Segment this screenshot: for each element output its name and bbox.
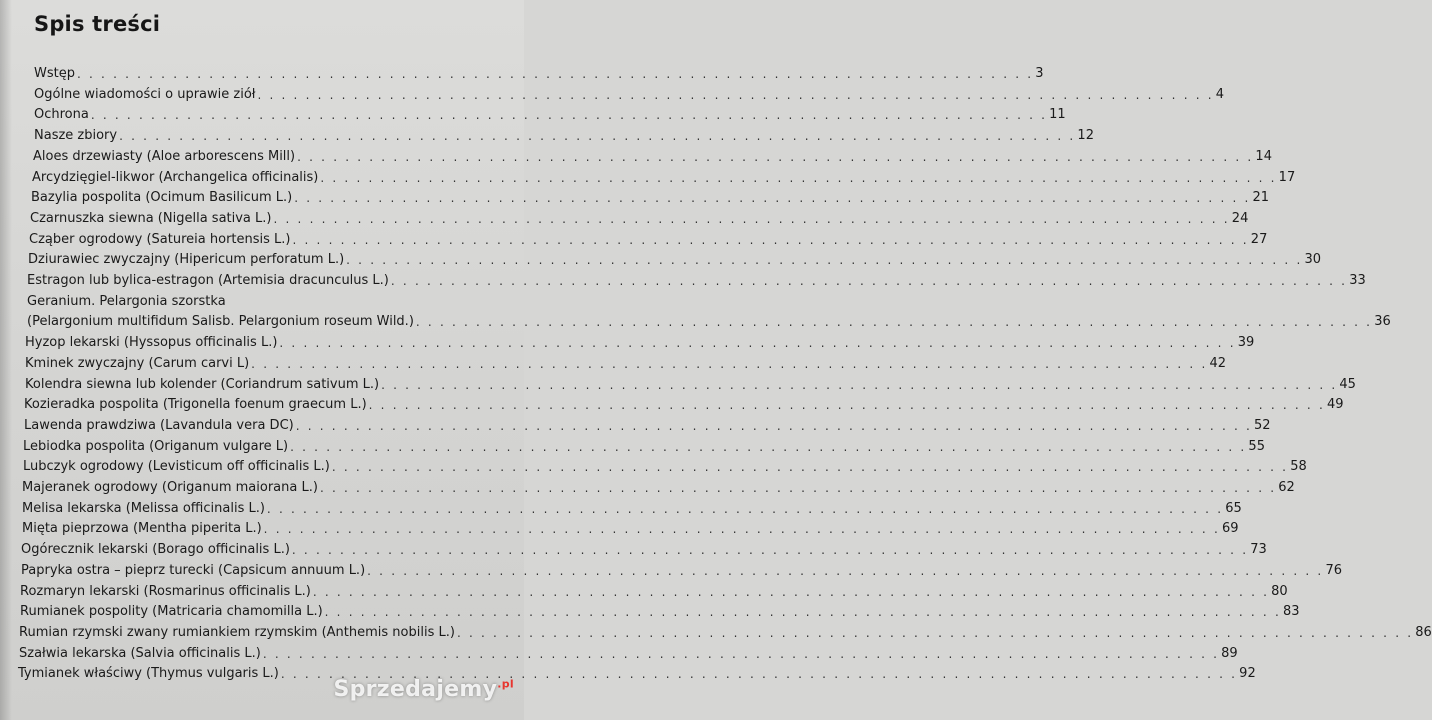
toc-entry-page: 4 xyxy=(1215,87,1225,102)
toc-entry xyxy=(34,103,1066,123)
toc-leader-dots: . . . . . . . . . . . . . . . . . . . . . . . . . . . . . . . . . . . . . . . . . . . . . . . . . . . . . . . . . . . . . . . . . . . . . . . . . . . . . . . . xyxy=(90,108,1048,122)
toc-leader-dots: . . . . . . . . . . . . . . . . . . . . . . . . . . . . . . . . . . . . . . . . . . . . . . . . . . . . . . . . . . . . . . . . . . . . . . . . . . . . . . . . xyxy=(290,440,1247,454)
toc-entry-page: 69 xyxy=(1221,521,1239,536)
toc-entry xyxy=(25,352,1227,372)
toc-entry-title: Arcydzięgiel-likwor (Archangelica officinalis) xyxy=(32,170,319,185)
toc-leader-dots: . . . . . . . . . . . . . . . . . . . . . . . . . . . . . . . . . . . . . . . . . . . . . . . . . . . . . . . . . . . . . . . . . . . . . . . . . . . . . . . . xyxy=(291,543,1249,557)
toc-entry xyxy=(19,621,1432,641)
toc-entry-title: Kminek zwyczajny (Carum carvi L) xyxy=(25,356,250,371)
toc-entry-title: Rozmaryn lekarski (Rosmarinus officinalis L.) xyxy=(20,584,311,599)
toc-leader-dots: . . . . . . . . . . . . . . . . . . . . . . . . . . . . . . . . . . . . . . . . . . . . . . . . . . . . . . . . . . . . . . . . . . . . . . . . . . . . . . . . xyxy=(292,233,1249,247)
toc-entry xyxy=(24,414,1271,434)
toc-entry-title: Wstęp xyxy=(34,66,75,81)
toc-entry-page: 14 xyxy=(1255,149,1272,164)
toc-entry-page: 21 xyxy=(1252,190,1270,205)
watermark-suffix: .pl xyxy=(497,677,514,691)
toc-entry-title: Kolendra siewna lub kolender (Coriandrum sativum L.) xyxy=(25,377,380,392)
toc-leader-dots: . . . . . . . . . . . . . . . . . . . . . . . . . . . . . . . . . . . . . . . . . . . . . . . . . . . . . . . . . . . . . . . . . . . . . . . . . . . . . . . . xyxy=(346,253,1303,267)
toc-entry-page: 42 xyxy=(1209,356,1227,371)
toc-entry-title: Estragon lub bylica-estragon (Artemisia dracunculus L.) xyxy=(27,273,389,288)
toc-entry-page: 92 xyxy=(1239,666,1256,681)
toc-entry xyxy=(34,62,1044,82)
toc-entry xyxy=(28,248,1322,268)
toc-entry-title: Tymianek właściwy (Thymus vulgaris L.) xyxy=(18,666,279,681)
toc-leader-dots: . . . . . . . . . . . . . . . . . . . . . . . . . . . . . . . . . . . . . . . . . . . . . . . . . . . . . . . . . . . . . . . . . . . . . . . . . . . . . . . . xyxy=(263,522,1220,536)
toc-leader-dots: . . . . . . . . . . . . . . . . . . . . . . . . . . . . . . . . . . . . . . . . . . . . . . . . . . . . . . . . . . . . . . . . . . . . . . . . . . . . . . . . xyxy=(368,398,1325,412)
toc-leader-dots: . . . . . . . . . . . . . . . . . . . . . . . . . . . . . . . . . . . . . . . . . . . . . . . . . . . . . . . . . . . . . . . . . . . . . . . . . . . . . . . . xyxy=(456,626,1414,640)
toc-entry xyxy=(23,435,1265,455)
toc-entry-page: 36 xyxy=(1374,314,1391,329)
toc-entry-title: Cząber ogrodowy (Satureia hortensis L.) xyxy=(29,232,291,247)
toc-leader-dots: . . . . . . . . . . . . . . . . . . . . . . . . . . . . . . . . . . . . . . . . . . . . . . . . . . . . . . . . . . . . . . . . . . . . . . . . . . . . . . . . xyxy=(295,419,1253,433)
toc-entry xyxy=(27,290,226,310)
toc-entry-page: 65 xyxy=(1225,501,1242,516)
toc-leader-dots: . . . . . . . . . . . . . . . . . . . . . . . . . . . . . . . . . . . . . . . . . . . . . . . . . . . . . . . . . . . . . . . . . . . . . . . . . . . . . . . . xyxy=(367,564,1324,578)
toc-entry xyxy=(27,310,1391,330)
toc-leader-dots: . . . . . . . . . . . . . . . . . . . . . . . . . . . . . . . . . . . . . . . . . . . . . . . . . . . . . . . . . . . . . . . . . . . . . . . . . . . . . . . . xyxy=(266,502,1224,516)
toc-entry-title: Rumianek pospolity (Matricaria chamomilla L.) xyxy=(20,604,323,619)
toc-leader-dots: . . . . . . . . . . . . . . . . . . . . . . . . . . . . . . . . . . . . . . . . . . . . . . . . . . . . . . . . . . . . . . . . . . . . . . . . . . . . . . . . xyxy=(280,667,1238,681)
toc-entry-title: (Pelargonium multifidum Salisb. Pelargonium roseum Wild.) xyxy=(27,314,414,329)
toc-entry-page: 76 xyxy=(1325,563,1342,578)
toc-entry-title: Ochrona xyxy=(34,107,89,122)
toc-leader-dots: . . . . . . . . . . . . . . . . . . . . . . . . . . . . . . . . . . . . . . . . . . . . . . . . . . . . . . . . . . . . . . . . . . . . . . . . . . . . . . . . xyxy=(76,67,1034,81)
toc-entry xyxy=(20,580,1288,600)
toc-leader-dots: . . . . . . . . . . . . . . . . . . . . . . . . . . . . . . . . . . . . . . . . . . . . . . . . . . . . . . . . . . . . . . . . . . . . . . . . . . . . . . . . xyxy=(294,191,1251,205)
toc-entry-page: 62 xyxy=(1278,480,1295,495)
toc-entry-title: Lawenda prawdziwa (Lavandula vera DC) xyxy=(24,418,294,433)
toc-entry-page: 73 xyxy=(1250,542,1267,557)
toc-entry-title: Lebiodka pospolita (Origanum vulgare L) xyxy=(23,439,289,454)
toc-entry-title: Szałwia lekarska (Salvia officinalis L.) xyxy=(19,646,261,661)
toc-entry-title: Dziurawiec zwyczajny (Hipericum perforatum L.) xyxy=(28,252,345,267)
toc-entry-title: Nasze zbiory xyxy=(34,128,118,143)
toc-leader-dots: . . . . . . . . . . . . . . . . . . . . . . . . . . . . . . . . . . . . . . . . . . . . . . . . . . . . . . . . . . . . . . . . . . . . . . . . . . . . . . . . xyxy=(381,378,1338,392)
toc-entry xyxy=(22,517,1239,537)
toc-leader-dots: . . . . . . . . . . . . . . . . . . . . . . . . . . . . . . . . . . . . . . . . . . . . . . . . . . . . . . . . . . . . . . . . . . . . . . . . . . . . . . . . xyxy=(297,150,1254,164)
toc-entry xyxy=(24,393,1344,413)
toc-entry-page: 12 xyxy=(1077,128,1094,143)
toc-entry-page: 80 xyxy=(1271,584,1288,599)
toc-leader-dots: . . . . . . . . . . . . . . . . . . . . . . . . . . . . . . . . . . . . . . . . . . . . . . . . . . . . . . . . . . . . . . . . . . . . . . . . . . . . . . . . xyxy=(319,481,1277,495)
toc-entry-page: 49 xyxy=(1326,397,1344,412)
toc-entry-page: 24 xyxy=(1231,211,1249,226)
toc-entry xyxy=(30,207,1249,227)
toc-leader-dots: . . . . . . . . . . . . . . . . . . . . . . . . . . . . . . . . . . . . . . . . . . . . . . . . . . . . . . . . . . . . . . . . . . . . . . . . . . . . . . . . xyxy=(279,336,1236,350)
toc-entry-title: Kozieradka pospolita (Trigonella foenum graecum L.) xyxy=(24,397,367,412)
toc-entry-page: 30 xyxy=(1304,252,1322,267)
toc-entry-title: Lubczyk ogrodowy (Levisticum off officinalis L.) xyxy=(23,459,330,474)
toc-entry xyxy=(33,145,1272,165)
toc-entry xyxy=(25,373,1356,393)
toc-entry-title: Majeranek ogrodowy (Origanum maiorana L.) xyxy=(22,480,318,495)
toc-entry xyxy=(31,186,1270,206)
toc-leader-dots: . . . . . . . . . . . . . . . . . . . . . . . . . . . . . . . . . . . . . . . . . . . . . . . . . . . . . . . . . . . . . . . . . . . . . . . . . . . . . . . . xyxy=(324,605,1281,619)
toc-leader-dots: . . . . . . . . . . . . . . . . . . . . . . . . . . . . . . . . . . . . . . . . . . . . . . . . . . . . . . . . . . . . . . . . . . . . . . . . . . . . . . . . xyxy=(390,274,1348,288)
toc-entry-title: Hyzop lekarski (Hyssopus officinalis L.) xyxy=(25,335,278,350)
toc-entry-title: Mięta pieprzowa (Mentha piperita L.) xyxy=(22,521,262,536)
toc-entry-title: Bazylia pospolita (Ocimum Basilicum L.) xyxy=(31,190,293,205)
toc-entry-page: 39 xyxy=(1237,335,1255,350)
toc-entry-title: Ogórecznik lekarski (Borago officinalis L.) xyxy=(21,542,290,557)
toc-entry xyxy=(32,166,1296,186)
toc-leader-dots: . . . . . . . . . . . . . . . . . . . . . . . . . . . . . . . . . . . . . . . . . . . . . . . . . . . . . . . . . . . . . . . . . . . . . . . . . . . . . . . . xyxy=(320,171,1277,185)
toc-leader-dots: . . . . . . . . . . . . . . . . . . . . . . . . . . . . . . . . . . . . . . . . . . . . . . . . . . . . . . . . . . . . . . . . . . . . . . . . . . . . . . . . xyxy=(312,585,1270,599)
toc-leader-dots: . . . . . . . . . . . . . . . . . . . . . . . . . . . . . . . . . . . . . . . . . . . . . . . . . . . . . . . . . . . . . . . . . . . . . . . . . . . . . . . . xyxy=(415,315,1373,329)
toc-entry-page: 17 xyxy=(1278,170,1296,185)
toc-entry xyxy=(21,559,1342,579)
toc-leader-dots: . . . . . . . . . . . . . . . . . . . . . . . . . . . . . . . . . . . . . . . . . . . . . . . . . . . . . . . . . . . . . . . . . . . . . . . . . . . . . . . . xyxy=(251,357,1208,371)
toc-entry-title: Melisa lekarska (Melissa officinalis L.) xyxy=(22,501,265,516)
toc-entry-page: 55 xyxy=(1248,439,1265,454)
toc-entry-title: Aloes drzewiasty (Aloe arborescens Mill) xyxy=(33,149,296,164)
toc-entry xyxy=(25,331,1255,351)
toc-entry-page: 52 xyxy=(1254,418,1271,433)
toc-leader-dots: . . . . . . . . . . . . . . . . . . . . . . . . . . . . . . . . . . . . . . . . . . . . . . . . . . . . . . . . . . . . . . . . . . . . . . . . . . . . . . . . xyxy=(257,88,1214,102)
toc-leader-dots: . . . . . . . . . . . . . . . . . . . . . . . . . . . . . . . . . . . . . . . . . . . . . . . . . . . . . . . . . . . . . . . . . . . . . . . . . . . . . . . . xyxy=(273,212,1230,226)
toc-entry-page: 58 xyxy=(1290,459,1307,474)
toc-entry-title: Papryka ostra – pieprz turecki (Capsicum annuum L.) xyxy=(21,563,366,578)
toc-entry xyxy=(34,124,1094,144)
toc-entry-title: Czarnuszka siewna (Nigella sativa L.) xyxy=(30,211,272,226)
toc-entry-page: 33 xyxy=(1349,273,1366,288)
watermark-text: Sprzedajemy xyxy=(333,677,498,702)
toc-entry xyxy=(22,476,1295,496)
toc-entry xyxy=(21,538,1267,558)
toc-leader-dots: . . . . . . . . . . . . . . . . . . . . . . . . . . . . . . . . . . . . . . . . . . . . . . . . . . . . . . . . . . . . . . . . . . . . . . . . . . . . . . . . xyxy=(262,647,1220,661)
toc-entry xyxy=(23,455,1307,475)
toc-entry xyxy=(22,497,1242,517)
toc-entry xyxy=(19,642,1238,662)
toc-leader-dots: . . . . . . . . . . . . . . . . . . . . . . . . . . . . . . . . . . . . . . . . . . . . . . . . . . . . . . . . . . . . . . . . . . . . . . . . . . . . . . . . xyxy=(331,460,1289,474)
toc-entry xyxy=(29,228,1268,248)
toc-leader-dots: . . . . . . . . . . . . . . . . . . . . . . . . . . . . . . . . . . . . . . . . . . . . . . . . . . . . . . . . . . . . . . . . . . . . . . . . . . . . . . . . xyxy=(119,129,1076,143)
toc-entry xyxy=(27,269,1366,289)
toc-entry xyxy=(34,83,1225,103)
toc-entry-title: Ogólne wiadomości o uprawie ziół xyxy=(34,87,256,102)
toc-entry-page: 11 xyxy=(1049,107,1066,122)
watermark xyxy=(333,677,514,702)
page-title: Spis treści xyxy=(34,12,161,36)
toc-entry-page: 86 xyxy=(1415,625,1432,640)
toc-entry-page: 83 xyxy=(1282,604,1300,619)
toc-entry-title: Rumian rzymski zwany rumiankiem rzymskim (Anthemis nobilis L.) xyxy=(19,625,455,640)
toc-entry-page: 27 xyxy=(1250,232,1268,247)
toc-entry-page: 45 xyxy=(1339,377,1356,392)
toc-entry-title: Geranium. Pelargonia szorstka xyxy=(27,294,226,309)
toc-entry xyxy=(20,600,1300,620)
toc-entry-page: 3 xyxy=(1035,66,1044,81)
toc-entry-page: 89 xyxy=(1221,646,1238,661)
